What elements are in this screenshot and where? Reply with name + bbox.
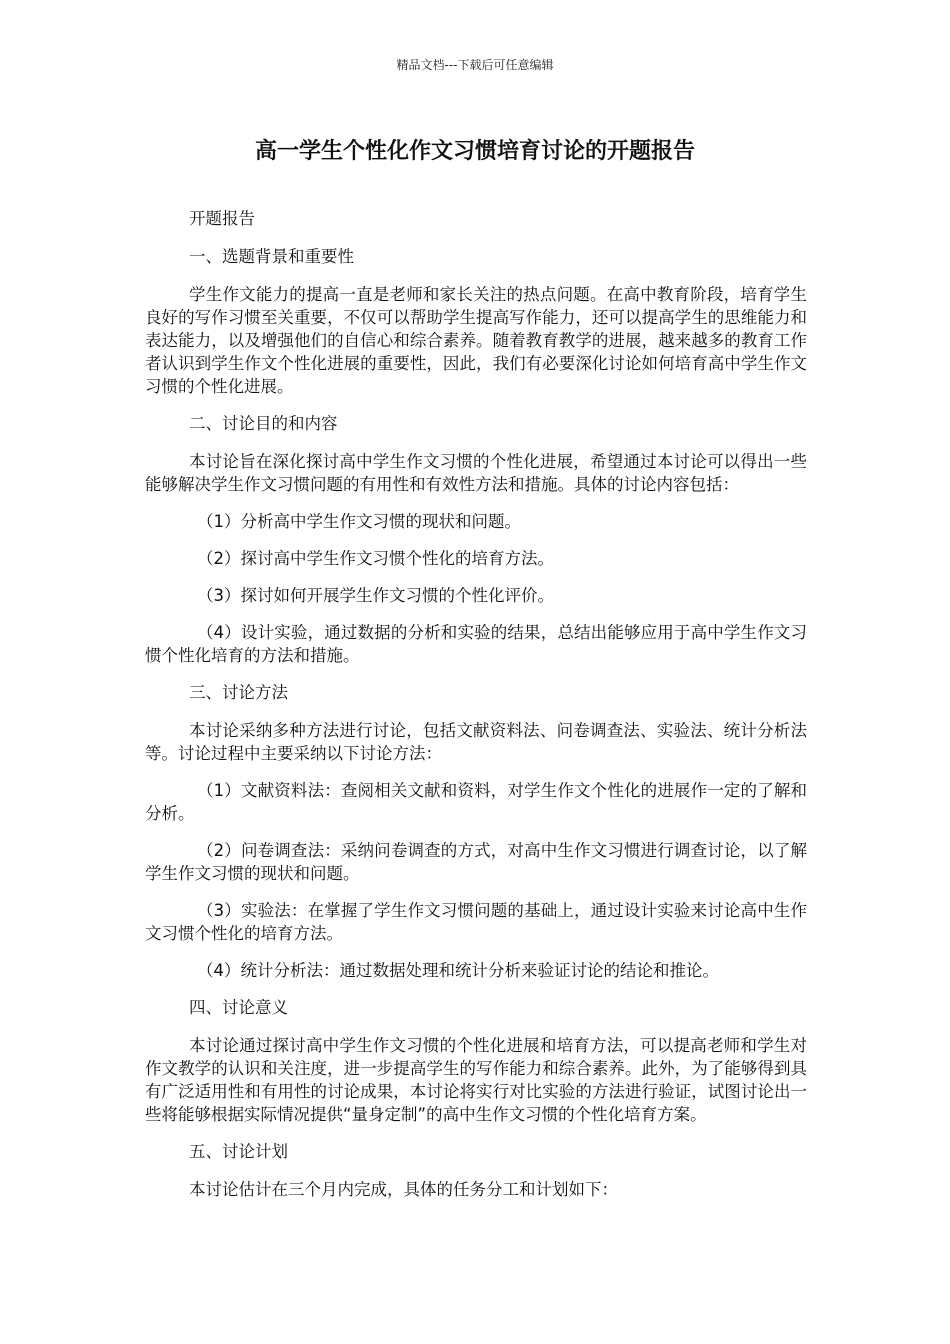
list-item: （2）问卷调查法：采纳问卷调查的方式，对高中生作文习惯进行调查讨论，以了解学生作文习惯的现状和问题。 xyxy=(145,841,807,883)
page-header-watermark: 精品文档---下载后可任意编辑 xyxy=(396,58,554,72)
section-heading: 五、讨论计划 xyxy=(189,1142,288,1161)
section-heading: 四、讨论意义 xyxy=(189,998,288,1017)
list-item: （2）探讨高中学生作文习惯个性化的培育方法。 xyxy=(197,549,554,568)
body-paragraph: 本讨论估计在三个月内完成，具体的任务分工和计划如下： xyxy=(189,1180,618,1199)
body-paragraph: 学生作文能力的提高一直是老师和家长关注的热点问题。在高中教育阶段，培育学生良好的写作习惯至关重要，不仅可以帮助学生提高写作能力，还可以提高学生的思维能力和表达能力，以及增强他们的自信心和综合素养。随着教育教学的进展，越来越多的教育工作者认识到学生作文个性化进展的重要性，因此，我们有必要深化讨论如何培育高中学生作文习惯的个性化进展。 xyxy=(145,285,807,396)
list-item: （4）统计分析法：通过数据处理和统计分析来验证讨论的结论和推论。 xyxy=(197,961,719,980)
section-heading: 三、讨论方法 xyxy=(189,683,288,702)
list-item: （1）分析高中学生作文习惯的现状和问题。 xyxy=(197,512,521,531)
section-heading: 开题报告 xyxy=(189,209,255,228)
section-heading: 一、选题背景和重要性 xyxy=(189,247,354,266)
body-paragraph: 本讨论旨在深化探讨高中学生作文习惯的个性化进展，希望通过本讨论可以得出一些能够解决学生作文习惯问题的有用性和有效性方法和措施。具体的讨论内容包括： xyxy=(145,452,807,494)
body-paragraph: 本讨论通过探讨高中学生作文习惯的个性化进展和培育方法，可以提高老师和学生对作文教学的认识和关注度，进一步提高学生的写作能力和综合素养。此外，为了能够得到具有广泛适用性和有用性的讨论成果，本讨论将实行对比实验的方法进行验证，试图讨论出一些将能够根据实际情况提供“量身定制”的高中生作文习惯的个性化培育方案。 xyxy=(145,1036,807,1124)
section-heading: 二、讨论目的和内容 xyxy=(189,414,338,433)
list-item: （3）探讨如何开展学生作文习惯的个性化评价。 xyxy=(197,586,554,605)
list-item: （1）文献资料法：查阅相关文献和资料，对学生作文个性化的进展作一定的了解和分析。 xyxy=(145,781,807,823)
document-body xyxy=(145,207,807,1215)
body-paragraph: 本讨论采纳多种方法进行讨论，包括文献资料法、问卷调查法、实验法、统计分析法等。讨论过程中主要采纳以下讨论方法： xyxy=(145,721,807,763)
list-item: （3）实验法：在掌握了学生作文习惯问题的基础上，通过设计实验来讨论高中生作文习惯个性化的培育方法。 xyxy=(145,901,807,943)
list-item: （4）设计实验，通过数据的分析和实验的结果，总结出能够应用于高中学生作文习惯个性化培育的方法和措施。 xyxy=(145,623,807,665)
document-title: 高一学生个性化作文习惯培育讨论的开题报告 xyxy=(254,139,695,164)
